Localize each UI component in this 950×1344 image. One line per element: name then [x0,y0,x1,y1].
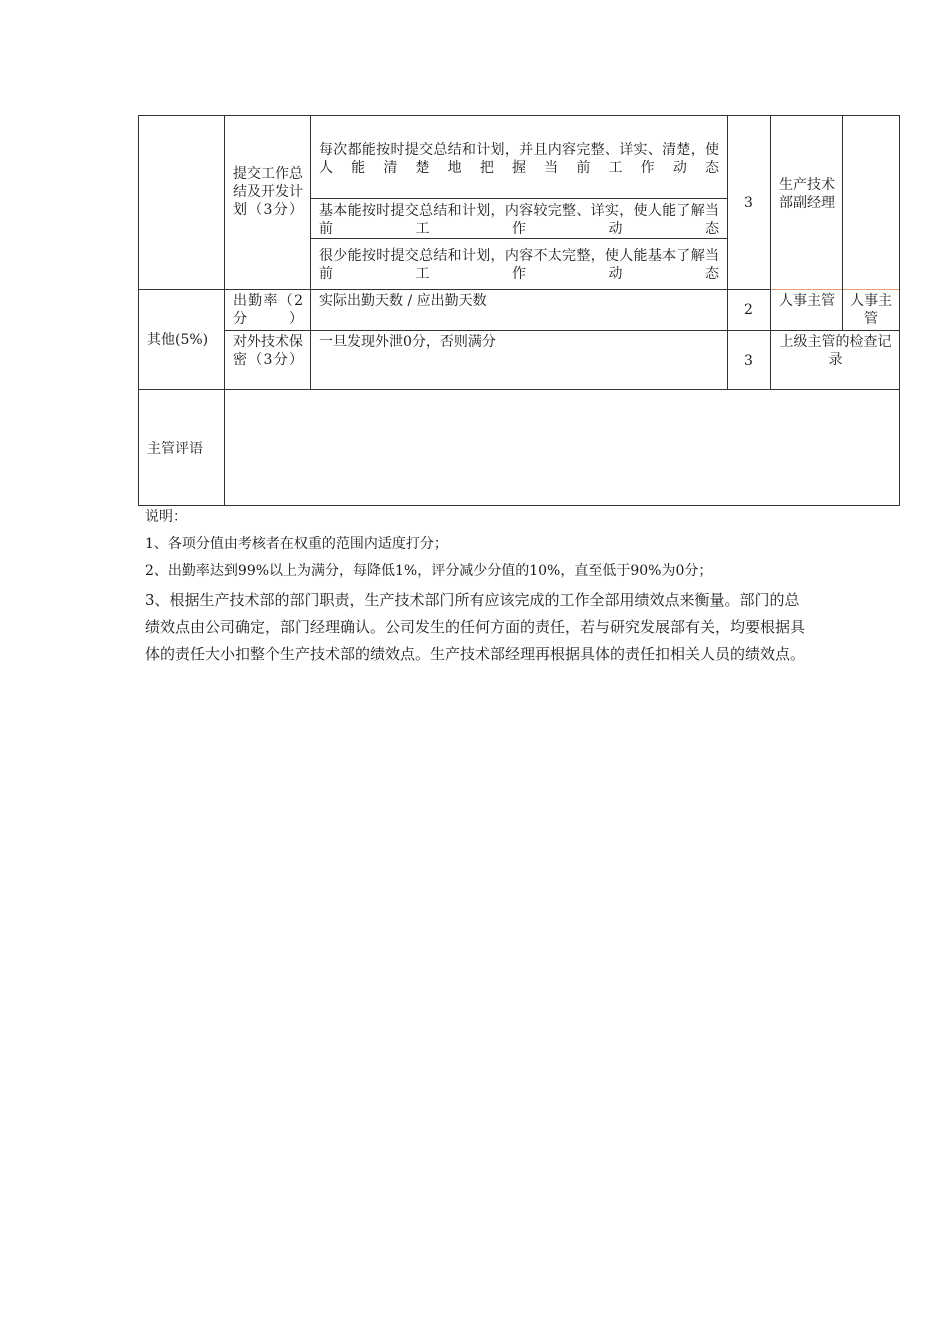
table-border-right [899,115,900,506]
note-3: 3、根据生产技术部的部门职责，生产技术部门所有应该完成的工作全部用绩效点来衡量。部门的总绩效点由公司确定，部门经理确认。公司发生的任何方面的责任，若与研究发展部有关，均要根据具体的责任大小扣整个生产技术部的绩效点。生产技术部经理再根据具体的责任扣相关人员的绩效点。 [145,591,806,663]
standard-good: 基本能按时提交总结和计划，内容较完整、详实，使人能了解当前工作动态 [319,203,719,237]
column-divider [310,115,311,390]
table-border-left [138,115,139,506]
standard-confidentiality: 一旦发现外泄0分，否则满分 [319,334,496,350]
notes-heading: 说明： [145,509,187,525]
assessor-work-summary: 生产技术部副经理 [779,177,835,211]
standard-attendance: 实际出勤天数 / 应出勤天数 [319,293,487,309]
assessor-attendance: 人事主管 [779,293,835,309]
score-attendance: 2 [744,302,753,318]
comment-field [232,398,892,498]
table-border-top [138,115,900,116]
item-attendance: 出勤率（2分） [233,293,303,327]
score-confidentiality: 3 [744,353,753,369]
source-attendance: 人事主管 [850,293,892,327]
source-confidentiality: 上级主管的检查记录 [779,334,892,368]
table-border-bottom [138,505,900,506]
note-2: 2、出勤率达到99%以上为满分，每降低1%，评分减少分值的10%，直至低于90%为0分； [145,563,713,579]
column-divider [842,290,843,330]
column-divider [770,115,771,390]
accent-divider [770,289,900,290]
item-confidentiality: 对外技术保密（3分） [233,334,303,368]
group-other-label: 其他(5%) [147,332,209,348]
note-1: 1、各项分值由考核者在权重的范围内适度打分； [145,536,448,552]
row-divider [224,330,900,331]
column-divider [224,115,225,506]
notes-section [145,508,825,668]
row-divider [138,289,770,290]
standard-excellent: 每次都能按时提交总结和计划，并且内容完整、详实、清楚，使人能清楚地把握当前工作动态 [319,142,719,176]
score-work-summary: 3 [744,195,753,211]
comment-label: 主管评语 [147,441,203,457]
row-divider [138,389,900,390]
row-divider [310,198,727,199]
column-divider [727,115,728,390]
standard-fair: 很少能按时提交总结和计划，内容不太完整，使人能基本了解当前工作动态 [319,248,719,282]
column-divider [842,115,843,290]
row-divider [310,238,727,239]
item-work-summary: 提交工作总结及开发计划（3分） [233,166,303,218]
